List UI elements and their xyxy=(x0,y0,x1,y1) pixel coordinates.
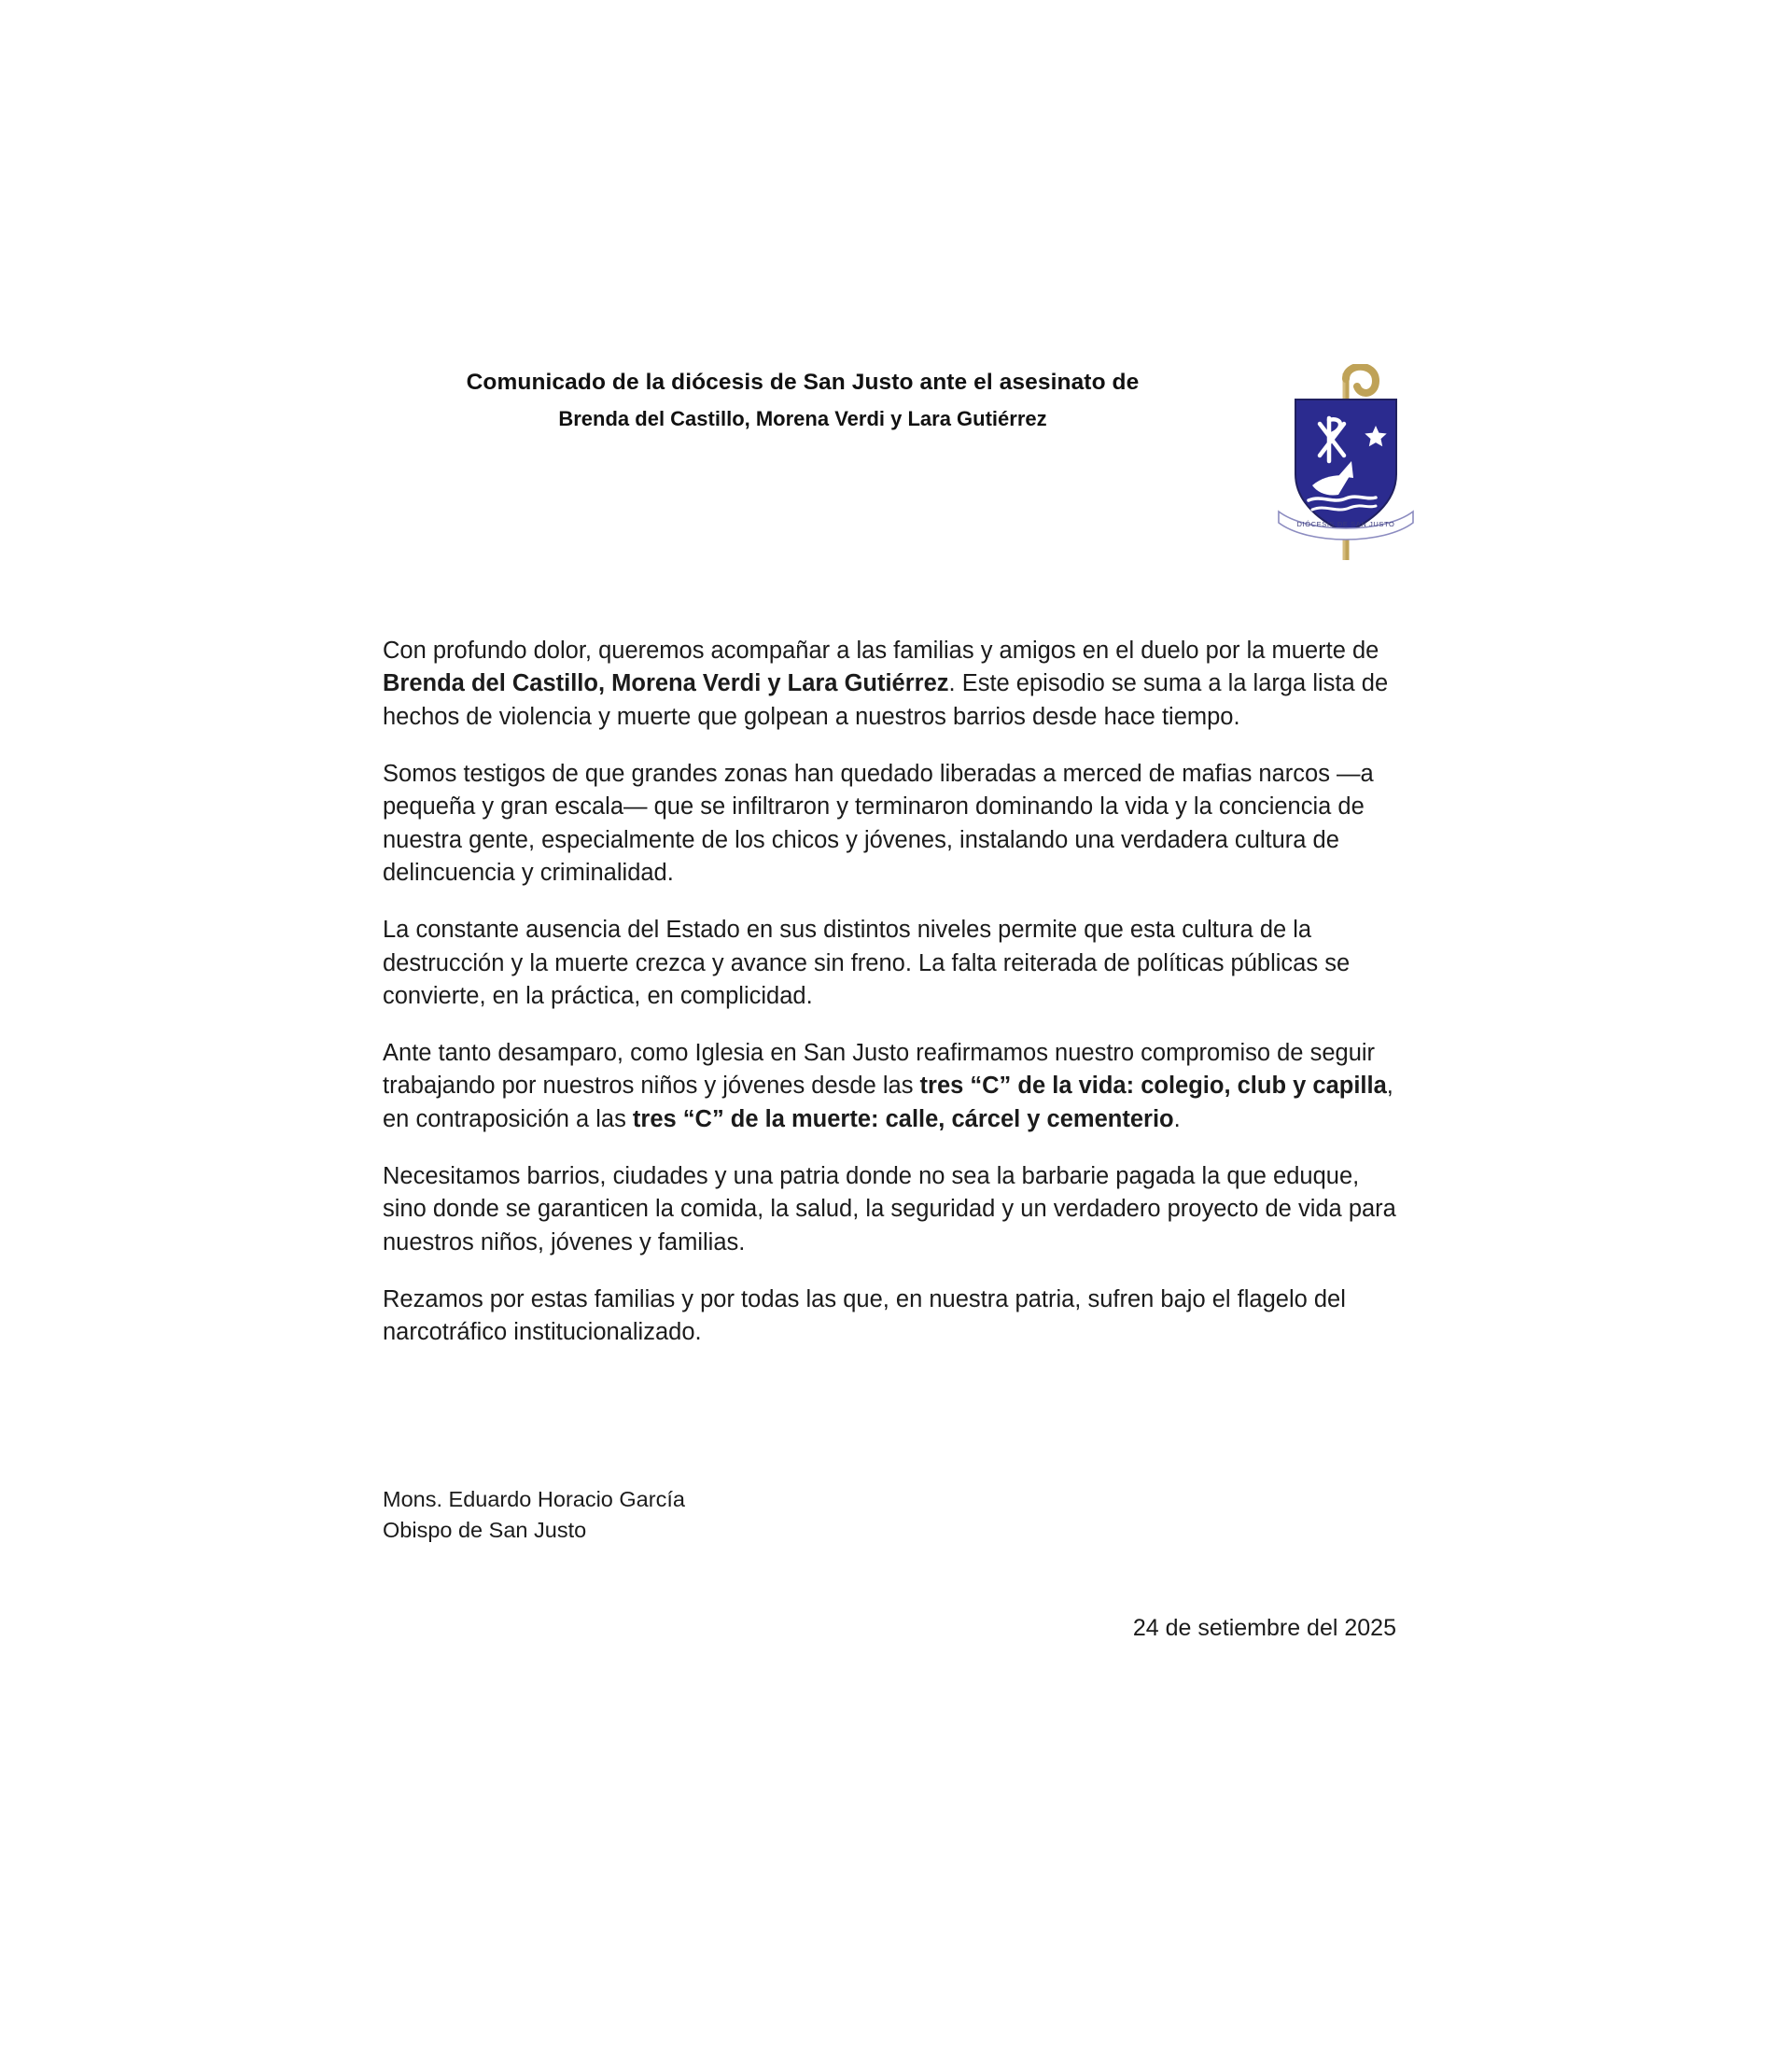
body-paragraph: Con profundo dolor, queremos acompañar a las familias y amigos en el duelo por la muerte de Brenda del Castillo, Morena Verdi y Lara Gutiérrez. Este episodio se suma a la larga lista de hechos de violencia y muerte que golpean a nuestros barrios desde hace tiempo. xyxy=(383,638,1389,730)
crest-motto: DIÓCESIS DE SAN JUSTO xyxy=(1296,520,1395,528)
body-paragraph: La constante ausencia del Estado en sus distintos niveles permite que esta cultura de la destrucción y la muerte crezca y avance sin freno. La falta reiterada de políticas públicas se convierte, en la práctica, en complicidad. xyxy=(383,917,1351,1009)
emphasized-text: tres “C” de la vida: colegio, club y capilla xyxy=(919,1073,1387,1100)
signer-role: Obispo de San Justo xyxy=(383,1518,587,1543)
signer-name: Mons. Eduardo Horacio García xyxy=(383,1487,685,1511)
emphasized-text: tres “C” de la muerte: calle, cárcel y cementerio xyxy=(632,1105,1174,1132)
document-header xyxy=(383,369,1409,431)
body-paragraph: Somos testigos de que grandes zonas han quedado liberadas a merced de mafias narcos —a pequeña y gran escala— que se infiltraron y terminaron dominando la vida y la conciencia de nuestra gente, especialmente de los chicos y jóvenes, instalando una verdadera cultura de delincuencia y criminalidad. xyxy=(383,760,1374,886)
body-paragraph: Rezamos por estas familias y por todas las que, en nuestra patria, sufren bajo el flagelo del narcotráfico institucionalizado. xyxy=(383,1286,1346,1346)
emphasized-text: Brenda del Castillo, Morena Verdi y Lara Gutiérrez xyxy=(383,670,949,697)
body-paragraph: Necesitamos barrios, ciudades y una patria donde no sea la barbarie pagada la que eduque, sino donde se garanticen la comida, la salud, la seguridad y un verdadero proyecto de vida para nuestros niños, jóvenes y familias. xyxy=(383,1163,1396,1255)
signature-block xyxy=(383,1484,685,1547)
title-line-secondary: Brenda del Castillo, Morena Verdi y Lara Gutiérrez xyxy=(558,406,1047,430)
body-paragraph: Ante tanto desamparo, como Iglesia en San Justo reafirmamos nuestro compromiso de seguir trabajando por nuestros niños y jóvenes desde las tres “C” de la vida: colegio, club y capilla, en contraposición a las tres “C” de la muerte: calle, cárcel y cementerio. xyxy=(383,1040,1393,1132)
document-body xyxy=(383,635,1396,1350)
title-line-primary: Comunicado de la diócesis de San Justo ante el asesinato de xyxy=(466,370,1140,395)
document-date: 24 de setiembre del 2025 xyxy=(1132,1615,1396,1641)
diocese-coat-of-arms-icon xyxy=(1271,364,1421,565)
page-title xyxy=(383,369,1223,431)
